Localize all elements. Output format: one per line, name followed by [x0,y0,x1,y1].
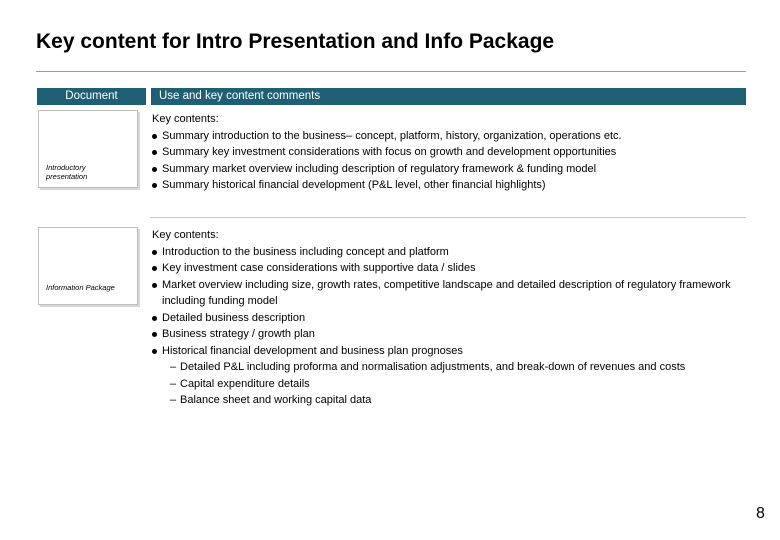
bullet-item: Key investment case considerations with supportive data / slides [152,260,742,277]
bullet-list [152,244,742,360]
row-content-info-package [152,227,742,409]
bullet-item: Introduction to the business including concept and platform [152,244,742,261]
document-thumbnail-info-package [38,227,138,305]
bullet-item: Summary historical financial development (P&L level, other financial highlights) [152,177,742,194]
sub-bullet-item: – Capital expenditure details [170,376,742,393]
bullet-item: Business strategy / growth plan [152,326,742,343]
bullet-item: Detailed business description [152,310,742,327]
document-label: Information Package [46,283,115,292]
bullet-item: Summary key investment considerations with focus on growth and development opportunities [152,144,742,161]
page-title: Key content for Intro Presentation and Info Package [36,30,555,53]
bullet-item: Historical financial development and business plan prognoses [152,343,742,360]
column-header-use: Use and key content comments [151,88,746,105]
title-rule [36,71,746,72]
bullet-list [152,128,742,194]
document-label: Introductory presentation [46,163,88,181]
sub-bullet-item: – Balance sheet and working capital data [170,392,742,409]
column-header-document: Document [37,88,146,105]
key-contents-label: Key contents: [152,113,219,125]
row-divider [150,217,746,218]
bullet-item: Summary introduction to the business– concept, platform, history, organization, operations etc. [152,128,742,145]
bullet-item: Summary market overview including description of regulatory framework & funding model [152,161,742,178]
sub-bullet-item: – Detailed P&L including proforma and normalisation adjustments, and break-down of revenues and costs [170,359,742,376]
document-thumbnail-intro [38,110,138,188]
page-number: 8 [756,505,765,522]
row-content-intro [152,111,742,194]
sub-bullet-list [152,359,742,409]
key-contents-label: Key contents: [152,229,219,241]
bullet-item: Market overview including size, growth rates, competitive landscape and detailed description of regulatory framework including funding model [152,277,742,310]
